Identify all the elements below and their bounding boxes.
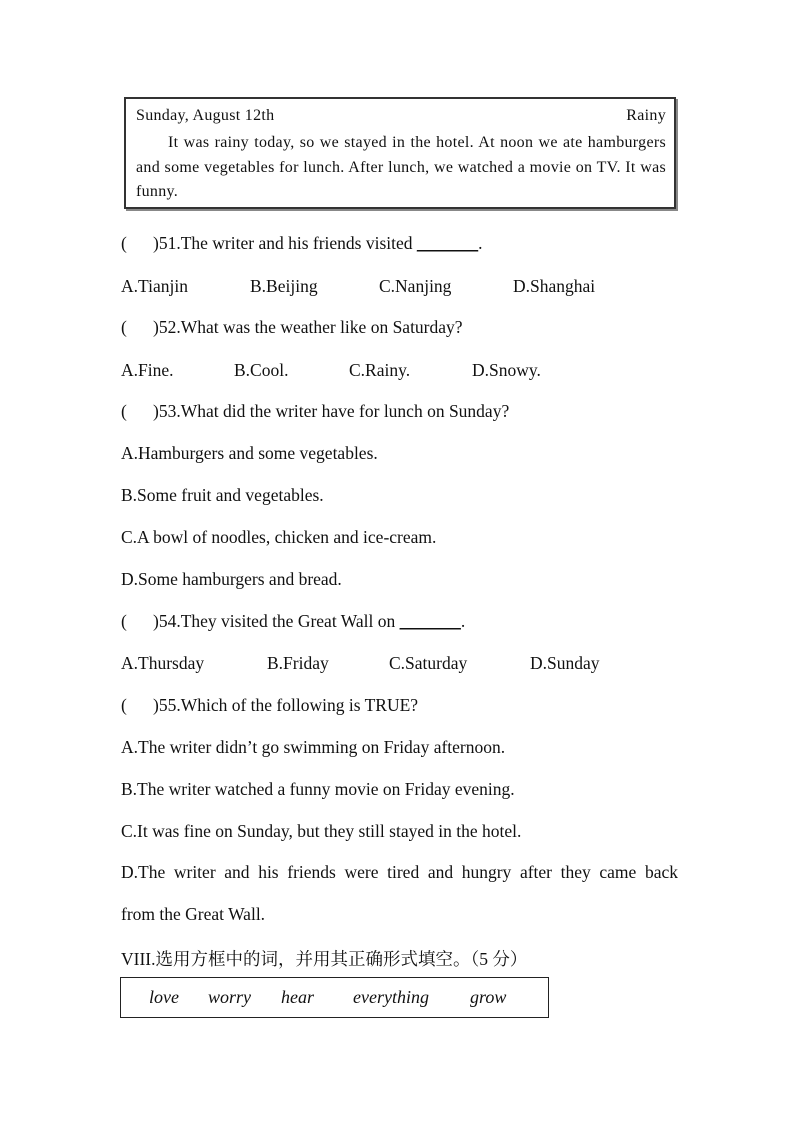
diary-header (136, 107, 666, 125)
option-c: C.A bowl of noodles, chicken and ice-cream. (121, 527, 437, 547)
option-a: A.Thursday (121, 653, 205, 673)
question-52 (121, 317, 463, 338)
diary-box (124, 97, 676, 209)
question-stem-end: . (478, 233, 483, 253)
diary-date: Sunday, August 12th (136, 107, 275, 124)
option-d: D.Sunday (530, 653, 600, 673)
word: and (224, 862, 250, 882)
question-54 (121, 611, 465, 632)
option-c: C.It was fine on Sunday, but they still stayed in the hotel. (121, 821, 522, 841)
word: D.The (121, 862, 166, 882)
word: writer (173, 862, 216, 882)
option-d: D.Snowy. (472, 360, 541, 380)
question-stem: )52.What was the weather like on Saturday? (153, 317, 463, 337)
option-d (121, 862, 678, 883)
option-d: D.Some hamburgers and bread. (121, 569, 342, 589)
word: came (599, 862, 637, 882)
answer-paren[interactable]: ( (121, 233, 127, 253)
word: they (560, 862, 591, 882)
answer-paren[interactable]: ( (121, 401, 127, 421)
word: his (258, 862, 279, 882)
option-a: A.The writer didn’t go swimming on Friday afternoon. (121, 737, 506, 757)
diary-text: It was rainy today, so we stayed in the hotel. At noon we ate hamburgers and some vegetables for lunch. After lunch, we watched a movie on TV. It was funny. (136, 134, 666, 200)
word: tired (387, 862, 420, 882)
word-bank-box (120, 977, 549, 1018)
option-d-continued: from the Great Wall. (121, 904, 266, 924)
section-heading: VIII.选用方框中的词，并用其正确形式填空。（5 分） (121, 949, 528, 969)
word-bank-item: hear (281, 987, 314, 1007)
option-c: C.Nanjing (379, 276, 452, 296)
answer-paren[interactable]: ( (121, 611, 127, 631)
question-55 (121, 695, 418, 716)
word: were (344, 862, 379, 882)
option-a: A.Fine. (121, 360, 174, 380)
question-stem: )55.Which of the following is TRUE? (153, 695, 419, 715)
option-b: B.The writer watched a funny movie on Friday evening. (121, 779, 515, 799)
answer-blank: _______ (416, 233, 479, 253)
option-a: A.Hamburgers and some vegetables. (121, 443, 378, 463)
word-bank-item: everything (353, 987, 429, 1007)
option-c: C.Saturday (389, 653, 468, 673)
word: friends (287, 862, 336, 882)
question-51 (121, 233, 483, 254)
question-stem: )51.The writer and his friends visited (153, 233, 417, 253)
word-bank-item: love (149, 987, 179, 1007)
word: and (427, 862, 454, 882)
option-d: D.Shanghai (513, 276, 596, 296)
answer-blank: _______ (399, 611, 461, 631)
word: after (519, 862, 552, 882)
word-bank-item: grow (470, 987, 507, 1007)
option-b: B.Friday (267, 653, 329, 673)
question-53 (121, 401, 509, 422)
word-bank-item: worry (208, 987, 252, 1007)
option-b: B.Beijing (250, 276, 318, 296)
question-stem: )53.What did the writer have for lunch on Sunday? (153, 401, 510, 421)
word: hungry (461, 862, 512, 882)
diary-weather: Rainy (626, 107, 666, 124)
answer-paren[interactable]: ( (121, 317, 127, 337)
answer-paren[interactable]: ( (121, 695, 127, 715)
option-a: A.Tianjin (121, 276, 188, 296)
question-stem: )54.They visited the Great Wall on (153, 611, 400, 631)
word: back (644, 862, 678, 882)
option-b: B.Some fruit and vegetables. (121, 485, 324, 505)
option-c: C.Rainy. (349, 360, 411, 380)
question-stem-end: . (460, 611, 466, 631)
option-b: B.Cool. (234, 360, 289, 380)
